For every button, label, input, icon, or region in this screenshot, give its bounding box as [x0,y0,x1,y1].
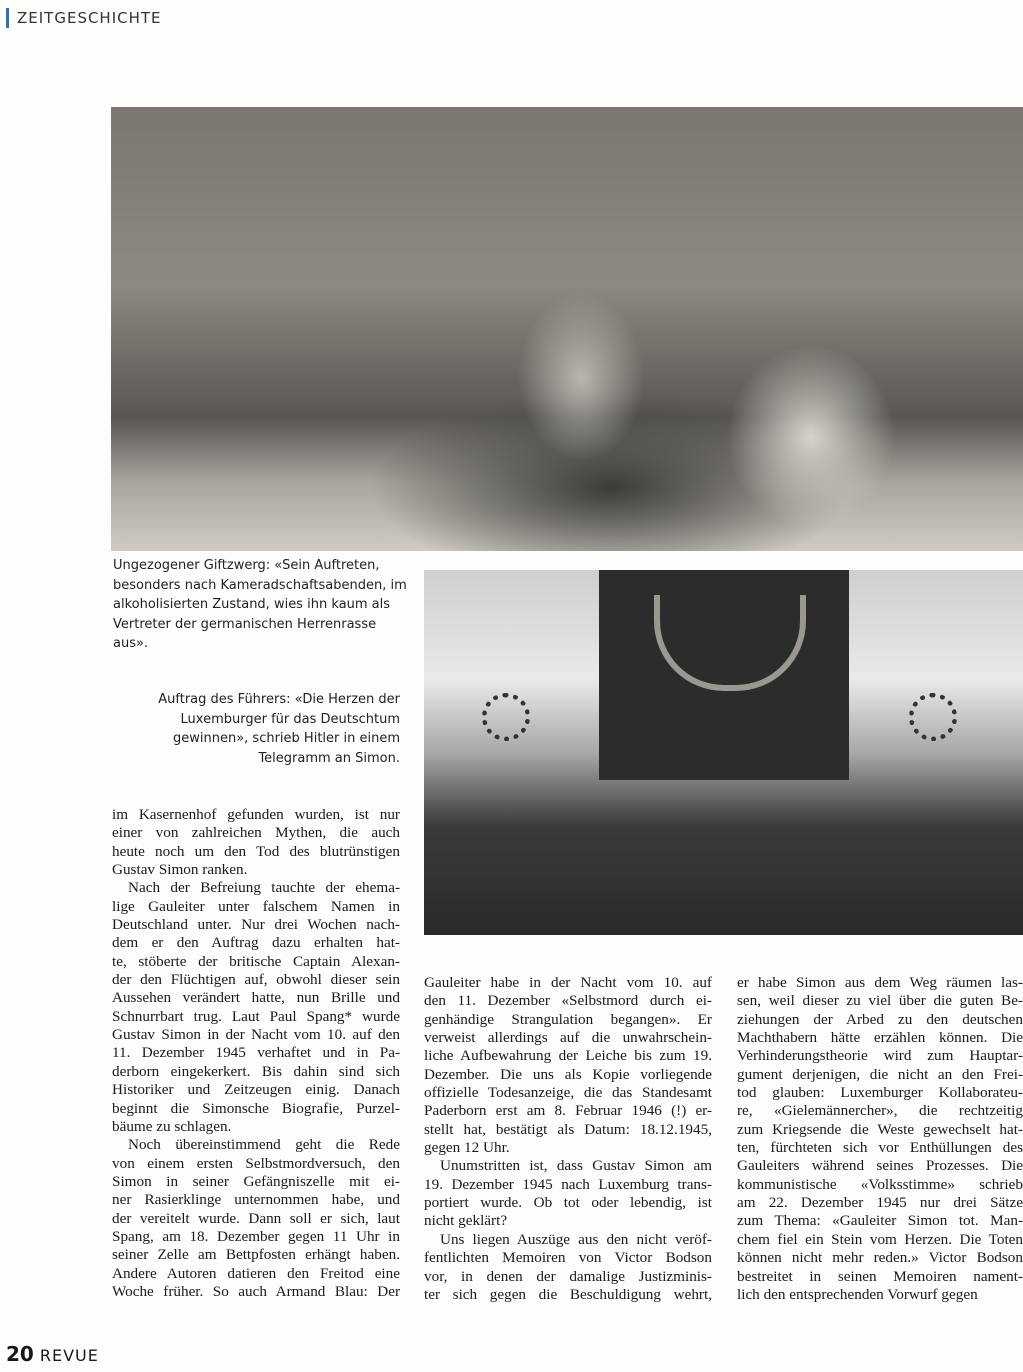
article-line: Woche früher. So auch Armand Blau: Der [112,1282,400,1300]
article-line: Simon in seiner Gefängniszelle mit ei- [112,1172,400,1190]
article-line: Verhinderungstheorie wird zum Hauptar- [737,1047,1023,1065]
article-line: liche Aufbewahrung der Leiche bis zum 19. [424,1047,712,1065]
section-header [6,8,162,28]
page-footer [6,1342,99,1366]
article-line: am 22. Dezember 1945 nur drei Sätze [737,1194,1023,1212]
photo1-caption: Ungezogener Giftzwerg: «Sein Auftreten, besonders nach Kameradschaftsabenden, im alkoholisierten Zustand, wies ihn kaum als Vertreter der germanischen Herrenrasse aus». [113,558,407,651]
article-column-2 [424,974,712,1304]
article-line: nicht geklärt? [424,1212,508,1230]
photo-rally-hall [424,570,1023,935]
section-accent-bar [6,8,9,28]
article-line: te, stöberte der britische Captain Alexan- [112,952,400,970]
article-line: fentlichten Memoiren von Victor Bodson [424,1249,712,1267]
article-line: offizielle Todesanzeige, die das Standesamt [424,1084,712,1102]
article-line: Machthabern hätte erzählen können. Die [737,1029,1023,1047]
article-line: Gauleiters während seines Prozesses. Die [737,1157,1023,1175]
article-line: seiner Zelle am Bettpfosten erhängt haben. [112,1246,400,1264]
wreath-left [482,693,530,741]
article-line: von einem ersten Selbstmordversuch, den [112,1154,400,1172]
photo-gauleiter-audience [111,107,1023,551]
article-line: stellt hat, bestätigt als Datum: 18.12.1945, [424,1120,712,1138]
article-line: zum Kriegsende die Weste gewechselt hat- [737,1120,1023,1138]
page-number: 20 [6,1342,34,1366]
wreath-right [909,693,957,741]
article-line: er habe Simon aus dem Weg räumen las- [737,974,1023,991]
article-column-1 [112,806,400,1301]
article-line: lige Gauleiter unter falschem Namen in [112,897,400,915]
article-line: Paderborn erst am 8. Februar 1946 (!) er- [424,1102,712,1120]
magazine-name: REVUE [39,1346,99,1365]
article-line: kommunistische «Volksstimme» schrieb [737,1175,1023,1193]
article-line: gegen 12 Uhr. [424,1139,510,1157]
article-line: ziehungen der Arbed zu den deutschen [737,1010,1023,1028]
article-line: Dezember. Die uns als Kopie vorliegende [424,1065,712,1083]
article-line: heute noch um den Tod des blutrünstigen [112,842,400,860]
article-line: verweist allerdings auf die unwahrschein- [424,1029,712,1047]
article-line: Gauleiter habe in der Nacht vom 10. auf [424,974,712,991]
article-line: können nicht mehr reden.» Victor Bodson [737,1249,1023,1267]
section-title: ZEITGESCHICHTE [17,9,162,27]
article-line: vor, in denen der damalige Justizminis- [424,1267,712,1285]
article-line: Historiker und Zeitzeugen einig. Danach [112,1081,400,1099]
article-line: Spang, am 18. Dezember gegen 11 Uhr in [112,1227,400,1245]
article-line: chem fiel ein Stein vom Herzen. Die Toten [737,1230,1023,1248]
article-line: re, «Gielemännercher», die rechtzeitig [737,1102,1023,1120]
article-line: Unumstritten ist, dass Gustav Simon am [440,1157,712,1175]
article-line: ter sich gegen die Beschuldigung wehrt, [424,1285,712,1303]
article-line: einer von zahlreichen Mythen, die auch [112,824,400,842]
article-line: Andere Autoren datieren den Freitod eine [112,1264,400,1282]
article-line: bäume zu schlagen. [112,1117,232,1135]
article-line: Schnurrbart trug. Laut Paul Spang* wurde [112,1007,400,1025]
article-line: bestreitet in seinen Memoiren nament- [737,1267,1023,1285]
article-line: den 11. Dezember «Selbstmord durch ei- [424,992,712,1010]
article-line: Noch übereinstimmend geht die Rede [128,1136,400,1154]
article-line: derborn eingekerkert. Bis dahin sind sich [112,1062,400,1080]
article-line: sen, weil dieser zu viel über die guten Be- [737,992,1023,1010]
article-column-3 [737,974,1023,1304]
article-line: im Kasernenhof gefunden wurden, ist nur [112,806,400,823]
article-line: dem er den Auftrag dazu erhalten hat- [112,934,400,952]
article-line: Deutschland unter. Nur drei Wochen nach- [112,916,400,934]
article-line: beginnt die Simonsche Biografie, Purzel- [112,1099,400,1117]
article-line: ner Rasierklinge unternommen habe, und [112,1191,400,1209]
article-line: der vereitelt wurde. Dann soll er sich, laut [112,1209,400,1227]
article-line: ten, fürchteten sich vor Enthüllungen des [737,1139,1023,1157]
article-line: tod glauben: Luxemburger Kollaborateu- [737,1084,1023,1102]
article-line: lich den entsprechenden Vorwurf gegen [737,1285,978,1303]
article-line: 19. Dezember 1945 nach Luxemburg trans- [424,1175,712,1193]
article-line: gument derjenigen, die nicht an den Frei- [737,1065,1023,1083]
article-line: portiert wurde. Ob tot oder lebendig, ist [424,1194,712,1212]
article-line: Aussehen verändert hatte, nun Brille und [112,989,400,1007]
article-line: zum Thema: «Gauleiter Simon tot. Man- [737,1212,1023,1230]
article-line: genhändige Strangulation begangen». Er [424,1010,712,1028]
article-line: Uns liegen Auszüge aus den nicht veröf- [440,1230,712,1248]
article-line: Gustav Simon ranken. [112,861,248,879]
photo2-caption: Auftrag des Führers: «Die Herzen der Luxemburger für das Deutschtum gewinnen», schrieb Hitler in einem Telegramm an Simon. [158,692,400,766]
article-line: Gustav Simon in der Nacht vom 10. auf den [112,1026,400,1044]
article-line: der den Flüchtigen auf, obwohl dieser sein [112,971,400,989]
article-line: 11. Dezember 1945 verhaftet und in Pa- [112,1044,400,1062]
article-line: Nach der Befreiung tauchte der ehema- [128,879,400,897]
